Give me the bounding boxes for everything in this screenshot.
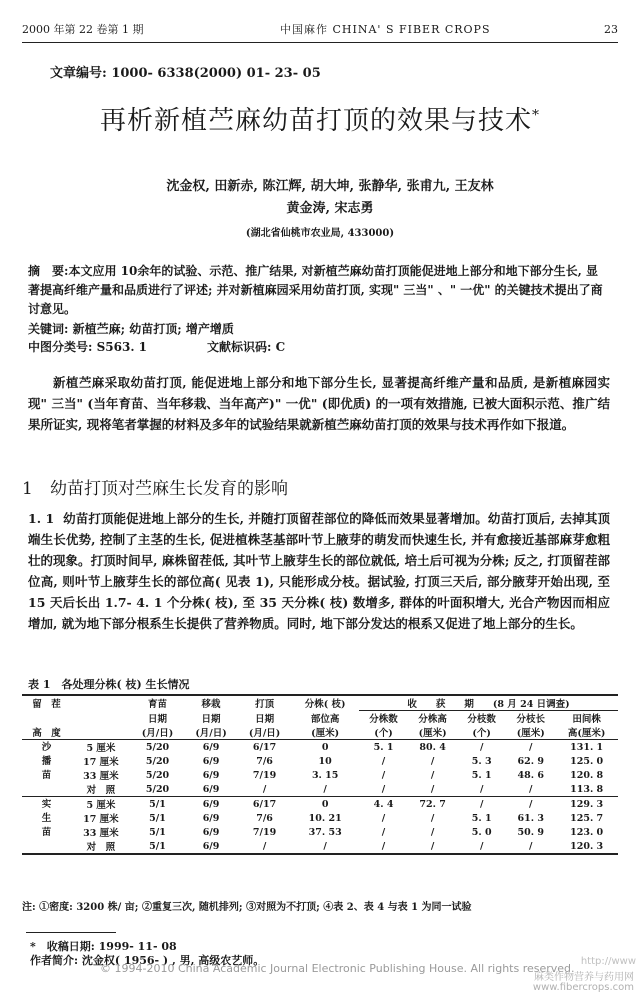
table-note: 注: ①密度: 3200 株/ 亩; ②重复三次, 随机排列; ③对照为不打顶; ④表 2、表 4 与表 1 为同一试验 xyxy=(22,902,472,913)
col-header-yizai: 移栽 xyxy=(184,695,238,711)
authors-line-2: 黄金涛, 宋志勇 xyxy=(286,201,374,216)
journal-name: 中国麻作 CHINA' S FIBER CROPS xyxy=(280,23,491,36)
table-cell: 6/17 xyxy=(238,740,292,755)
group-label: 实 xyxy=(22,797,71,812)
table-cell: 5/1 xyxy=(149,826,166,838)
watermark-url: www.fibercrops.com xyxy=(532,982,634,993)
table-cell: / xyxy=(479,783,484,795)
table-row xyxy=(22,782,618,797)
table-cell: 120. 3 xyxy=(555,839,618,854)
table-cell: 37. 53 xyxy=(308,826,342,838)
table-cell: 5/20 xyxy=(131,740,185,755)
table-cell: 125. 0 xyxy=(570,755,604,767)
table-cell: 5. 1 xyxy=(471,812,492,824)
col-header-sub-4: 分枝长 xyxy=(516,714,546,725)
col-header-sub-3b: (个) xyxy=(472,728,491,739)
table-cell: 0 xyxy=(291,740,359,755)
intro-paragraph: 新植苎麻采取幼苗打顶, 能促进地上部分和地下部分生长, 显著提高纤维产量和品质, 是新植麻园实现" 三当" (当年育苗、当年移栽、当年高产)" 一优" (即优质) 的一项有效措施, 已被大面积示范、推广结果所证实, 现将笔者掌握的材料及多年的试验结果就新植苎麻幼苗打顶的效果与技术再作如下报道。 xyxy=(28,375,610,432)
group-label xyxy=(22,839,71,854)
footnote-author: 作者简介: 沈金权( 1956- ) , 男, 高级农艺师。 xyxy=(30,954,265,967)
table-cell: / xyxy=(323,783,327,795)
table-cell: / xyxy=(291,839,359,854)
col-header-harvest: 收 获 期 (8 月 24 日调查) xyxy=(359,695,618,711)
table-cell: / xyxy=(238,839,292,854)
table-cell: 7/6 xyxy=(256,812,273,824)
row-label: 17 厘米 xyxy=(83,814,119,825)
table-cell: 4. 4 xyxy=(359,797,408,812)
table-cell: 10. 21 xyxy=(308,812,342,824)
table-row xyxy=(22,740,618,755)
copyright-line: © 1994-2010 China Academic Journal Electronic Publishing House. All rights reserved. xyxy=(100,962,575,975)
table-cell: 3. 15 xyxy=(311,769,339,781)
abstract-label: 摘 要: xyxy=(28,264,69,278)
row-label: 33 厘米 xyxy=(83,828,119,839)
table-cell: 6/9 xyxy=(202,755,220,767)
table-cell: / xyxy=(430,755,435,767)
table-cell: 6/9 xyxy=(184,740,238,755)
keywords: 关键词: 新植苎麻; 幼苗打顶; 增产增质 xyxy=(28,322,234,336)
table-cell: 0 xyxy=(291,797,359,812)
col-header-sub-3: 分枝数 xyxy=(467,714,496,725)
header-rule xyxy=(22,42,618,43)
table-cell: / xyxy=(381,812,386,824)
paper-title xyxy=(0,100,640,137)
article-number: 文章编号: 1000- 6338(2000) 01- 23- 05 xyxy=(50,66,321,81)
table-cell: 129. 3 xyxy=(555,797,618,812)
authors-line-1: 沈金权, 田新赤, 陈江辉, 胡大坤, 张静华, 张甫九, 王友林 xyxy=(166,179,494,194)
document-code: 文献标识码: C xyxy=(207,340,286,354)
table-cell: / xyxy=(381,826,386,838)
table-cell: 113. 8 xyxy=(570,783,604,795)
abstract-text: 本文应用 10余年的试验、示范、推广结果, 对新植苎麻幼苗打顶能促进地上部分和地下部分生长, 显著提高纤维产量和品质进行了评述; 并对新植麻园采用幼苗打顶, 实现" 三当" 、" 一优" 的关键技术提出了商讨意见。 xyxy=(28,264,603,316)
section-number: 1 xyxy=(22,479,33,499)
table-cell: 10 xyxy=(318,755,332,767)
col-header-sub-2b: (厘米) xyxy=(418,728,447,739)
table-row xyxy=(22,825,618,839)
table-cell: / xyxy=(262,783,267,795)
table-cell: 6/9 xyxy=(202,812,220,824)
watermark-site-name: 麻类作物营养与药用网 xyxy=(534,972,634,983)
subsection-number: 1. 1 xyxy=(28,511,55,526)
table-cell: 125. 7 xyxy=(570,812,604,824)
table-cell: 6/9 xyxy=(202,826,220,838)
table-cell: 6/9 xyxy=(184,797,238,812)
table-cell: 62. 9 xyxy=(517,755,544,767)
table-cell: / xyxy=(506,839,555,854)
clc-number: 中图分类号: S563. 1 xyxy=(28,340,148,354)
table-cell: / xyxy=(529,783,533,795)
table-cell: 5. 1 xyxy=(359,740,408,755)
table-cell: / xyxy=(408,839,457,854)
table-cell: 5. 0 xyxy=(471,826,492,838)
col-header-sub-5b: 高(厘米) xyxy=(567,728,606,739)
footnote-received: * 收稿日期: 1999- 11- 08 xyxy=(30,940,177,953)
section-heading xyxy=(22,474,288,499)
col-header-liucha: 留 茬 xyxy=(22,695,71,711)
watermark-http: http://www xyxy=(580,956,636,967)
table-cell: 80. 4 xyxy=(408,740,457,755)
table-cell: / xyxy=(359,839,408,854)
col-header-sub-4b: (厘米) xyxy=(516,728,545,739)
table-cell: / xyxy=(506,740,555,755)
table-cell: 5. 1 xyxy=(471,769,492,781)
table-cell: / xyxy=(430,783,435,795)
row-label: 对 照 xyxy=(71,839,131,854)
table-cell: / xyxy=(430,812,435,824)
table-cell: 131. 1 xyxy=(555,740,618,755)
table-cell: 6/9 xyxy=(184,839,238,854)
col-header-yumiao-2: 日期 xyxy=(148,713,168,725)
col-header-fenzhi-2: 部位高 xyxy=(310,713,340,725)
table-cell: / xyxy=(457,740,506,755)
footnote-rule xyxy=(26,932,116,933)
table-cell: 6/9 xyxy=(202,769,220,781)
table-cell: 5/20 xyxy=(145,783,170,795)
group-label: 苗 xyxy=(41,826,52,838)
table-cell: 5/20 xyxy=(145,755,170,767)
col-header-yumiao: 育苗 xyxy=(131,695,185,711)
table-cell: 5. 3 xyxy=(471,755,492,767)
affiliation: (湖北省仙桃市农业局, 433000) xyxy=(245,228,395,239)
table-cell: / xyxy=(381,755,386,767)
table-cell: 5/1 xyxy=(131,797,185,812)
page-number: 23 xyxy=(604,22,618,36)
subsection-paragraph xyxy=(28,508,610,634)
table-cell: / xyxy=(457,839,506,854)
table-cell: / xyxy=(381,769,386,781)
section-title: 幼苗打顶对苎麻生长发育的影响 xyxy=(50,479,288,499)
col-header-dading-3: (月/日) xyxy=(248,728,281,739)
table-cell: 6/17 xyxy=(238,797,292,812)
data-table xyxy=(22,694,618,855)
col-header-sub-2: 分株高 xyxy=(418,714,447,725)
table-row xyxy=(22,839,618,854)
title-footnote-mark: * xyxy=(532,107,540,124)
table-row xyxy=(22,768,618,782)
group-label xyxy=(22,782,71,797)
table-cell: / xyxy=(430,826,435,838)
classification xyxy=(28,338,285,355)
table-caption: 表 1 各处理分株( 枝) 生长情况 xyxy=(28,678,190,691)
table-cell: 48. 6 xyxy=(517,769,544,781)
row-label: 17 厘米 xyxy=(83,757,119,768)
table-cell: 72. 7 xyxy=(408,797,457,812)
col-header-gaodu: 高 度 xyxy=(32,728,61,739)
issue-info: 2000 年第 22 卷第 1 期 xyxy=(22,23,144,36)
row-label: 对 照 xyxy=(86,785,116,796)
table-cell: 5/1 xyxy=(131,839,185,854)
col-header-yizai-2: 日期 xyxy=(201,713,221,725)
table-cell: / xyxy=(506,797,555,812)
abstract xyxy=(28,262,610,319)
row-label: 5 厘米 xyxy=(71,797,131,812)
table-header-row-1 xyxy=(22,695,618,711)
row-label: 33 厘米 xyxy=(83,771,119,782)
col-header-yumiao-3: (月/日) xyxy=(141,728,174,739)
table-header-row-2 xyxy=(22,711,618,726)
table-cell: 50. 9 xyxy=(517,826,544,838)
table-row xyxy=(22,754,618,768)
table-row xyxy=(22,797,618,812)
group-label: 生 xyxy=(41,812,52,824)
col-header-fenzhi: 分株( 枝) xyxy=(291,695,359,711)
table-cell: 5/20 xyxy=(145,769,170,781)
col-header-sub-1b: (个) xyxy=(374,728,393,739)
table-cell: / xyxy=(430,769,435,781)
row-label: 5 厘米 xyxy=(71,740,131,755)
col-header-sub-5: 田间株 xyxy=(572,714,601,725)
table-header-row-3 xyxy=(22,725,618,740)
table-cell: / xyxy=(457,797,506,812)
col-header-dading-2: 日期 xyxy=(255,713,275,725)
col-header-dading: 打顶 xyxy=(238,695,292,711)
group-label: 苗 xyxy=(41,769,52,781)
running-header xyxy=(22,18,618,40)
subsection-text: 幼苗打顶后, 去掉其顶端生长优势, 控制了主茎的生长, 促进植株茎基部叶节上腋芽的萌发而快速生长, 并有愈接近基部麻芽愈粗壮的现象。打顶时间早, 麻株留茬低, 其叶节上腋芽生长的部位就低, 培土后可视为分株; 反之, 打顶留茬部位高, 则叶节上腋芽生长的部位高( 见表 1), 只能形成分枝。据试验, 打顶三天后, 部分腋芽开始出现, 至 15 天后长出 1.7- 4. 1 个分株( 枝), 至 35 天分株( 枝) 数增多, 群体的叶面积增大, 光合产物因而相应增加, 就为地下部分根系生长提供了营养物质。同时, 地下部分发达的根系又促进了地上部分的生长。 xyxy=(28,511,610,631)
table-cell: 7/19 xyxy=(252,769,277,781)
table-cell: 7/6 xyxy=(256,755,273,767)
table-cell: 5/1 xyxy=(149,812,166,824)
table-cell: 61. 3 xyxy=(517,812,544,824)
table-row xyxy=(22,811,618,825)
col-header-yizai-3: (月/日) xyxy=(195,728,227,739)
title-text: 再析新植苎麻幼苗打顶的效果与技术 xyxy=(99,106,532,136)
table-cell: 6/9 xyxy=(202,783,220,795)
group-label: 播 xyxy=(41,755,52,767)
table-cell: / xyxy=(381,783,386,795)
col-header-sub-1: 分株数 xyxy=(369,714,398,725)
table-cell: 120. 8 xyxy=(570,769,604,781)
table-cell: 7/19 xyxy=(252,826,277,838)
subsection-lead: 幼苗打顶能促进地上部分的生长, 并随打顶留茬部位的降低而效果显著增加。 xyxy=(63,511,488,526)
group-label: 沙 xyxy=(22,740,71,755)
table-cell: 123. 0 xyxy=(570,826,604,838)
col-header-fenzhi-3: (厘米) xyxy=(311,728,340,739)
author-list xyxy=(80,176,580,220)
